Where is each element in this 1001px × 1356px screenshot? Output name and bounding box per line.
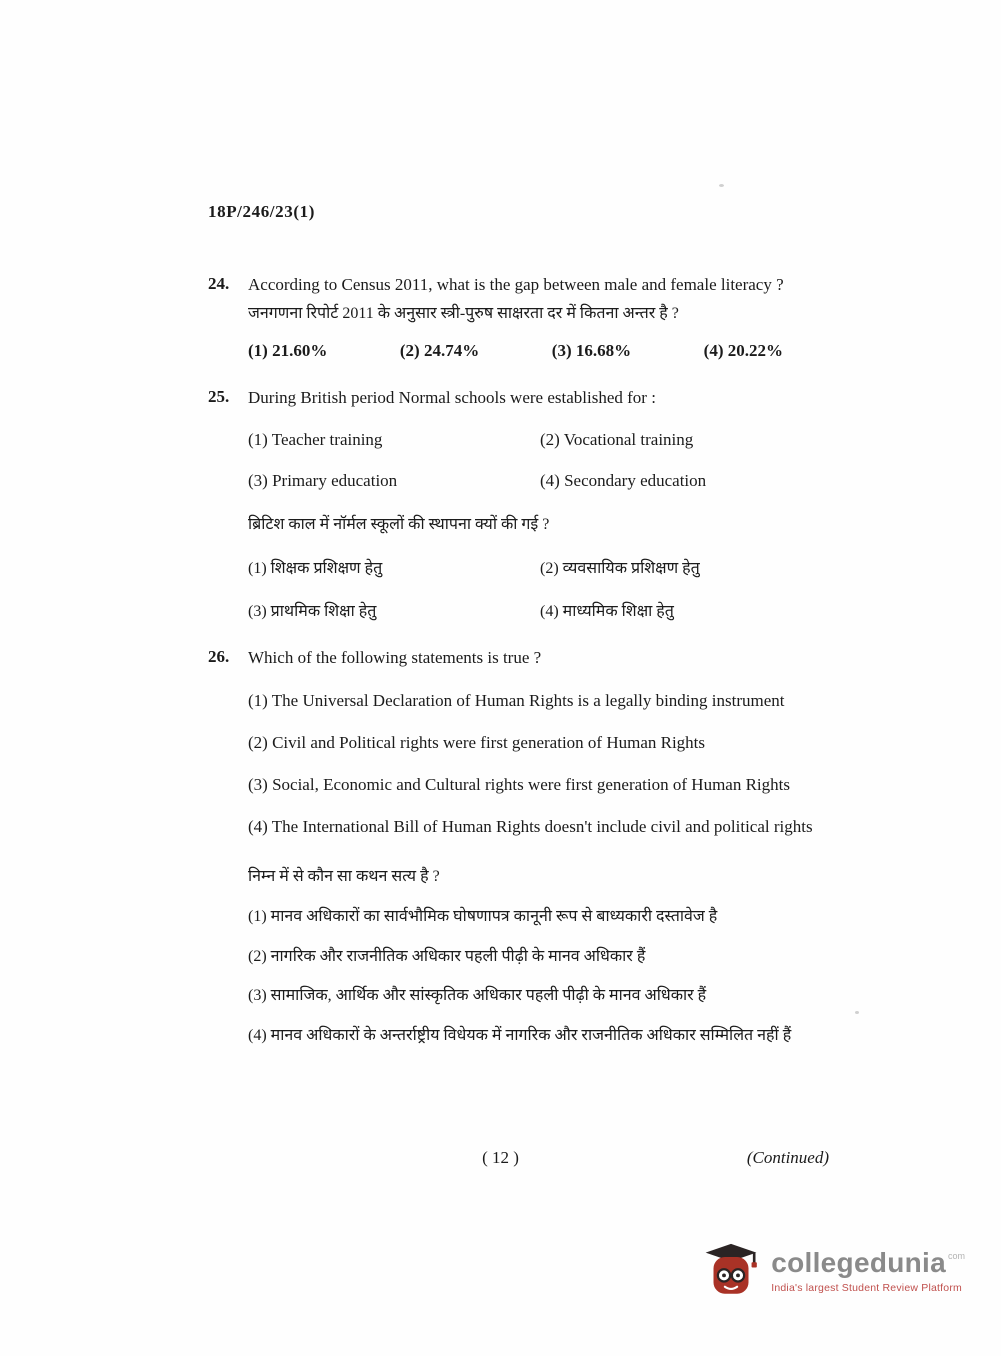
question-24-options (248, 341, 783, 361)
question-24-number: 24. (208, 274, 230, 293)
question-26-option-3-hi: (3) सामाजिक, आर्थिक और सांस्कृतिक अधिकार पहली पीढ़ी के मानव अधिकार हैं (248, 987, 707, 1005)
question-26-option-1-en: (1) The Universal Declaration of Human Rights is a legally binding instrument (248, 691, 785, 711)
page-content (208, 202, 856, 1047)
question-26 (208, 647, 856, 1047)
page-number: ( 12 ) (482, 1148, 519, 1167)
graduate-mascot-icon (703, 1243, 759, 1299)
question-25-option-2-en: (2) Vocational training (540, 430, 694, 450)
question-25 (208, 387, 856, 621)
collegedunia-logo (703, 1243, 965, 1299)
question-26-option-4-en: (4) The International Bill of Human Rights doesn't include civil and political rights (248, 817, 813, 837)
question-25-option-4-hi: (4) माध्यमिक शिक्षा हेतु (540, 603, 674, 621)
question-25-option-1-en: (1) Teacher training (248, 430, 383, 450)
question-26-number: 26. (208, 647, 230, 667)
question-24-option-2: (2) 24.74% (399, 341, 480, 361)
question-25-text-en: During British period Normal schools were established for : (248, 388, 656, 408)
question-24-option-4: (4) 20.22% (703, 341, 783, 361)
question-26-option-3-en: (3) Social, Economic and Cultural rights were first generation of Human Rights (248, 775, 790, 795)
question-24-option-3: (3) 16.68% (551, 341, 632, 361)
question-25-option-3-en: (3) Primary education (248, 471, 398, 491)
question-25-option-1-hi: (1) शिक्षक प्रशिक्षण हेतु (248, 560, 383, 578)
question-25-option-2-hi: (2) व्यवसायिक प्रशिक्षण हेतु (540, 560, 700, 578)
question-24-text-en: According to Census 2011, what is the gap between male and female literacy ? (248, 275, 784, 294)
question-26-option-2-en: (2) Civil and Political rights were first generation of Human Rights (248, 733, 706, 753)
question-25-number: 25. (208, 387, 230, 407)
question-25-options-en (248, 430, 856, 491)
brand-tld: com (947, 1250, 965, 1261)
brand-tagline: India's largest Student Review Platform (771, 1281, 962, 1294)
continued-note: (Continued) (746, 1148, 829, 1167)
question-26-option-1-hi: (1) मानव अधिकारों का सार्वभौमिक घोषणापत्र कानूनी रूप से बाध्यकारी दस्तावेज है (248, 907, 718, 925)
question-26-option-2-hi: (2) नागरिक और राजनीतिक अधिकार पहली पीढ़ी के मानव अधिकार हैं (248, 947, 646, 965)
question-24-option-1: (1) 21.60% (248, 341, 328, 361)
scan-artifact (719, 184, 724, 187)
question-25-text-hi: ब्रिटिश काल में नॉर्मल स्कूलों की स्थापना क्यों की गई ? (248, 516, 550, 534)
brand-name: collegedunia (771, 1246, 946, 1278)
question-26-text-en: Which of the following statements is true ? (248, 648, 542, 668)
question-25-option-3-hi: (3) प्राथमिक शिक्षा हेतु (248, 603, 377, 621)
question-26-text-hi: निम्न में से कौन सा कथन सत्य है ? (248, 867, 440, 885)
question-25-options-hi (248, 556, 856, 621)
question-25-option-4-en: (4) Secondary education (540, 471, 707, 491)
question-24-text-hi: जनगणना रिपोर्ट 2011 के अनुसार स्त्री-पुरुष साक्षरता दर में कितना अन्तर है ? (248, 304, 679, 322)
question-24 (208, 274, 856, 361)
paper-code: 18P/246/23(1) (208, 202, 315, 221)
question-26-option-4-hi: (4) मानव अधिकारों के अन्तर्राष्ट्रीय विधेयक में नागरिक और राजनीतिक अधिकार सम्मिलित नहीं हैं (248, 1027, 792, 1045)
